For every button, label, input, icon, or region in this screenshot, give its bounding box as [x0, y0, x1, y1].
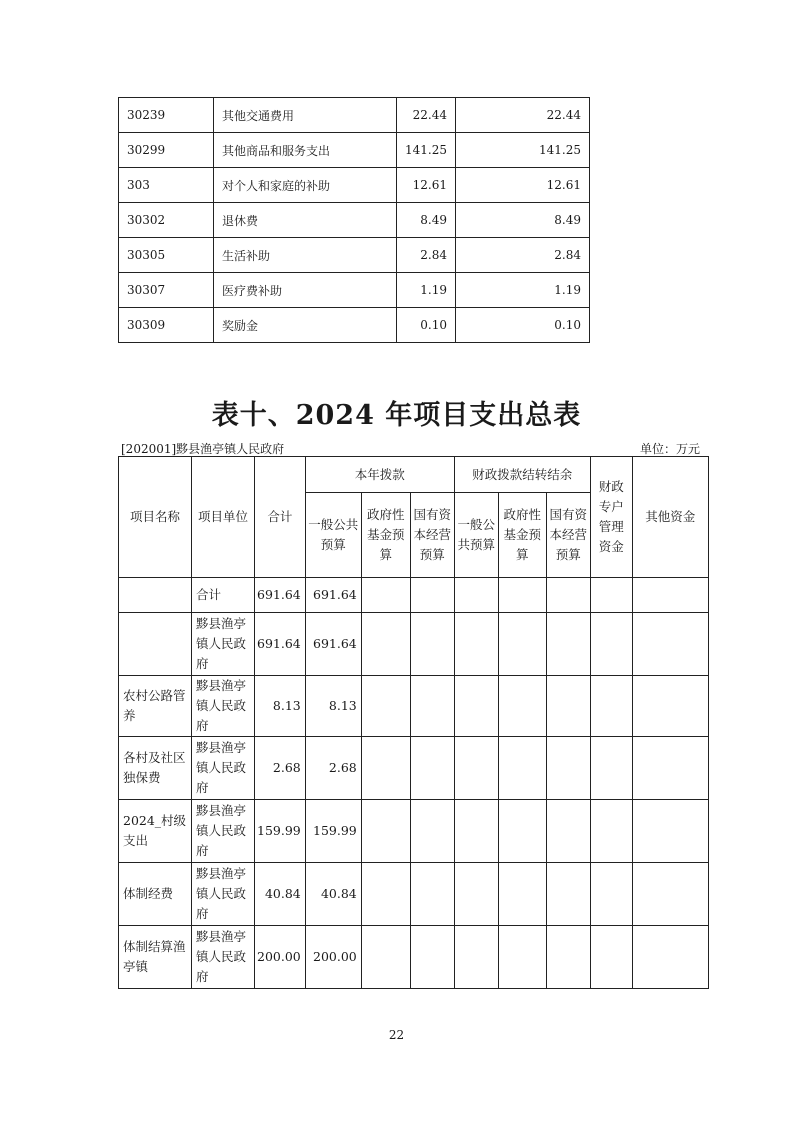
- header-gov-fund-budget: 政府性基金预算: [361, 493, 410, 578]
- empty-cell: [632, 613, 708, 676]
- empty-cell: [546, 613, 590, 676]
- empty-cell: [632, 676, 708, 737]
- table-row: [119, 863, 709, 926]
- empty-cell: [590, 926, 632, 989]
- empty-cell: [410, 613, 454, 676]
- empty-cell: [361, 863, 410, 926]
- project-name-cell: 2024_村级支出: [119, 800, 192, 863]
- name-cell: 生活补助: [214, 238, 397, 273]
- value-cell: 2.84: [397, 238, 456, 273]
- code-cell: 30302: [119, 203, 214, 238]
- empty-cell: [410, 926, 454, 989]
- table-title: 表十、2024 年项目支出总表: [211, 400, 582, 431]
- empty-cell: [454, 800, 498, 863]
- total-cell: 691.64: [255, 578, 306, 613]
- empty-cell: [454, 578, 498, 613]
- value-cell: 141.25: [456, 133, 590, 168]
- unit-label: 单位：万元: [639, 442, 700, 456]
- name-cell: 对个人和家庭的补助: [214, 168, 397, 203]
- header-project-name: 项目名称: [119, 457, 192, 578]
- name-cell: 其他交通费用: [214, 98, 397, 133]
- project-unit-cell: 黟县渔亭镇人民政府: [192, 613, 255, 676]
- value-cell: 2.84: [456, 238, 590, 273]
- header-carry-state-capital-budget: 国有资本经营预算: [546, 493, 590, 578]
- empty-cell: [498, 926, 546, 989]
- project-unit-cell: 合计: [192, 578, 255, 613]
- empty-cell: [632, 578, 708, 613]
- table-row: [119, 203, 590, 238]
- code-cell: 30239: [119, 98, 214, 133]
- value-cell: 0.10: [456, 308, 590, 343]
- general-budget-cell: 200.00: [305, 926, 361, 989]
- name-cell: 退休费: [214, 203, 397, 238]
- table-row: [119, 926, 709, 989]
- project-unit-cell: 黟县渔亭镇人民政府: [192, 737, 255, 800]
- empty-cell: [590, 863, 632, 926]
- value-cell: 1.19: [456, 273, 590, 308]
- empty-cell: [632, 863, 708, 926]
- empty-cell: [361, 613, 410, 676]
- value-cell: 141.25: [397, 133, 456, 168]
- project-unit-cell: 黟县渔亭镇人民政府: [192, 800, 255, 863]
- department-label: [202001]黟县渔亭镇人民政府: [121, 442, 285, 456]
- empty-cell: [632, 800, 708, 863]
- general-budget-cell: 159.99: [305, 800, 361, 863]
- code-cell: 303: [119, 168, 214, 203]
- empty-cell: [454, 737, 498, 800]
- total-cell: 8.13: [255, 676, 306, 737]
- value-cell: 22.44: [456, 98, 590, 133]
- empty-cell: [546, 800, 590, 863]
- empty-cell: [632, 737, 708, 800]
- total-cell: 200.00: [255, 926, 306, 989]
- table-row: [119, 168, 590, 203]
- empty-cell: [454, 613, 498, 676]
- header-carryover-group: 财政拨款结转结余: [454, 457, 590, 493]
- page-number: 22: [388, 1028, 405, 1042]
- total-cell: 159.99: [255, 800, 306, 863]
- empty-cell: [546, 863, 590, 926]
- table-row: [119, 737, 709, 800]
- project-name-cell: 体制经费: [119, 863, 192, 926]
- name-cell: 奖励金: [214, 308, 397, 343]
- table-row: [119, 578, 709, 613]
- project-expenditure-table: [118, 456, 709, 989]
- value-cell: 8.49: [456, 203, 590, 238]
- value-cell: 1.19: [397, 273, 456, 308]
- project-unit-cell: 黟县渔亭镇人民政府: [192, 676, 255, 737]
- project-unit-cell: 黟县渔亭镇人民政府: [192, 926, 255, 989]
- name-cell: 医疗费补助: [214, 273, 397, 308]
- table-row: [119, 273, 590, 308]
- table-row: [119, 676, 709, 737]
- table-row: [119, 133, 590, 168]
- code-cell: 30307: [119, 273, 214, 308]
- total-cell: 40.84: [255, 863, 306, 926]
- header-current-year-group: 本年拨款: [305, 457, 454, 493]
- value-cell: 8.49: [397, 203, 456, 238]
- empty-cell: [590, 800, 632, 863]
- empty-cell: [361, 578, 410, 613]
- economic-classification-table: [118, 97, 590, 343]
- empty-cell: [546, 737, 590, 800]
- empty-cell: [498, 676, 546, 737]
- value-cell: 12.61: [456, 168, 590, 203]
- empty-cell: [498, 613, 546, 676]
- empty-cell: [546, 926, 590, 989]
- total-cell: 2.68: [255, 737, 306, 800]
- empty-cell: [361, 926, 410, 989]
- empty-cell: [632, 926, 708, 989]
- empty-cell: [361, 676, 410, 737]
- empty-cell: [361, 737, 410, 800]
- header-general-budget: 一般公共预算: [305, 493, 361, 578]
- header-carry-gov-fund-budget: 政府性基金预算: [498, 493, 546, 578]
- empty-cell: [454, 676, 498, 737]
- empty-cell: [410, 578, 454, 613]
- empty-cell: [498, 578, 546, 613]
- project-name-cell: 各村及社区独保费: [119, 737, 192, 800]
- empty-cell: [590, 737, 632, 800]
- table-row: [119, 800, 709, 863]
- table-row: [119, 308, 590, 343]
- table-row: [119, 613, 709, 676]
- empty-cell: [498, 737, 546, 800]
- empty-cell: [590, 676, 632, 737]
- empty-cell: [410, 800, 454, 863]
- project-name-cell: [119, 578, 192, 613]
- empty-cell: [546, 676, 590, 737]
- empty-cell: [410, 737, 454, 800]
- empty-cell: [546, 578, 590, 613]
- name-cell: 其他商品和服务支出: [214, 133, 397, 168]
- empty-cell: [498, 863, 546, 926]
- empty-cell: [454, 926, 498, 989]
- empty-cell: [498, 800, 546, 863]
- general-budget-cell: 691.64: [305, 578, 361, 613]
- empty-cell: [410, 863, 454, 926]
- total-cell: 691.64: [255, 613, 306, 676]
- header-project-unit: 项目单位: [192, 457, 255, 578]
- general-budget-cell: 40.84: [305, 863, 361, 926]
- code-cell: 30305: [119, 238, 214, 273]
- header-total: 合计: [255, 457, 306, 578]
- value-cell: 0.10: [397, 308, 456, 343]
- table-row: [119, 98, 590, 133]
- code-cell: 30299: [119, 133, 214, 168]
- empty-cell: [590, 613, 632, 676]
- project-name-cell: [119, 613, 192, 676]
- header-other-funds: 其他资金: [632, 457, 708, 578]
- general-budget-cell: 691.64: [305, 613, 361, 676]
- empty-cell: [454, 863, 498, 926]
- empty-cell: [410, 676, 454, 737]
- project-name-cell: 农村公路管养: [119, 676, 192, 737]
- project-unit-cell: 黟县渔亭镇人民政府: [192, 863, 255, 926]
- empty-cell: [590, 578, 632, 613]
- table-row: [119, 238, 590, 273]
- header-state-capital-budget: 国有资本经营预算: [410, 493, 454, 578]
- general-budget-cell: 2.68: [305, 737, 361, 800]
- header-special-account: 财政专户管理资金: [590, 457, 632, 578]
- general-budget-cell: 8.13: [305, 676, 361, 737]
- value-cell: 22.44: [397, 98, 456, 133]
- code-cell: 30309: [119, 308, 214, 343]
- empty-cell: [361, 800, 410, 863]
- project-name-cell: 体制结算渔亭镇: [119, 926, 192, 989]
- header-carry-general-budget: 一般公共预算: [454, 493, 498, 578]
- value-cell: 12.61: [397, 168, 456, 203]
